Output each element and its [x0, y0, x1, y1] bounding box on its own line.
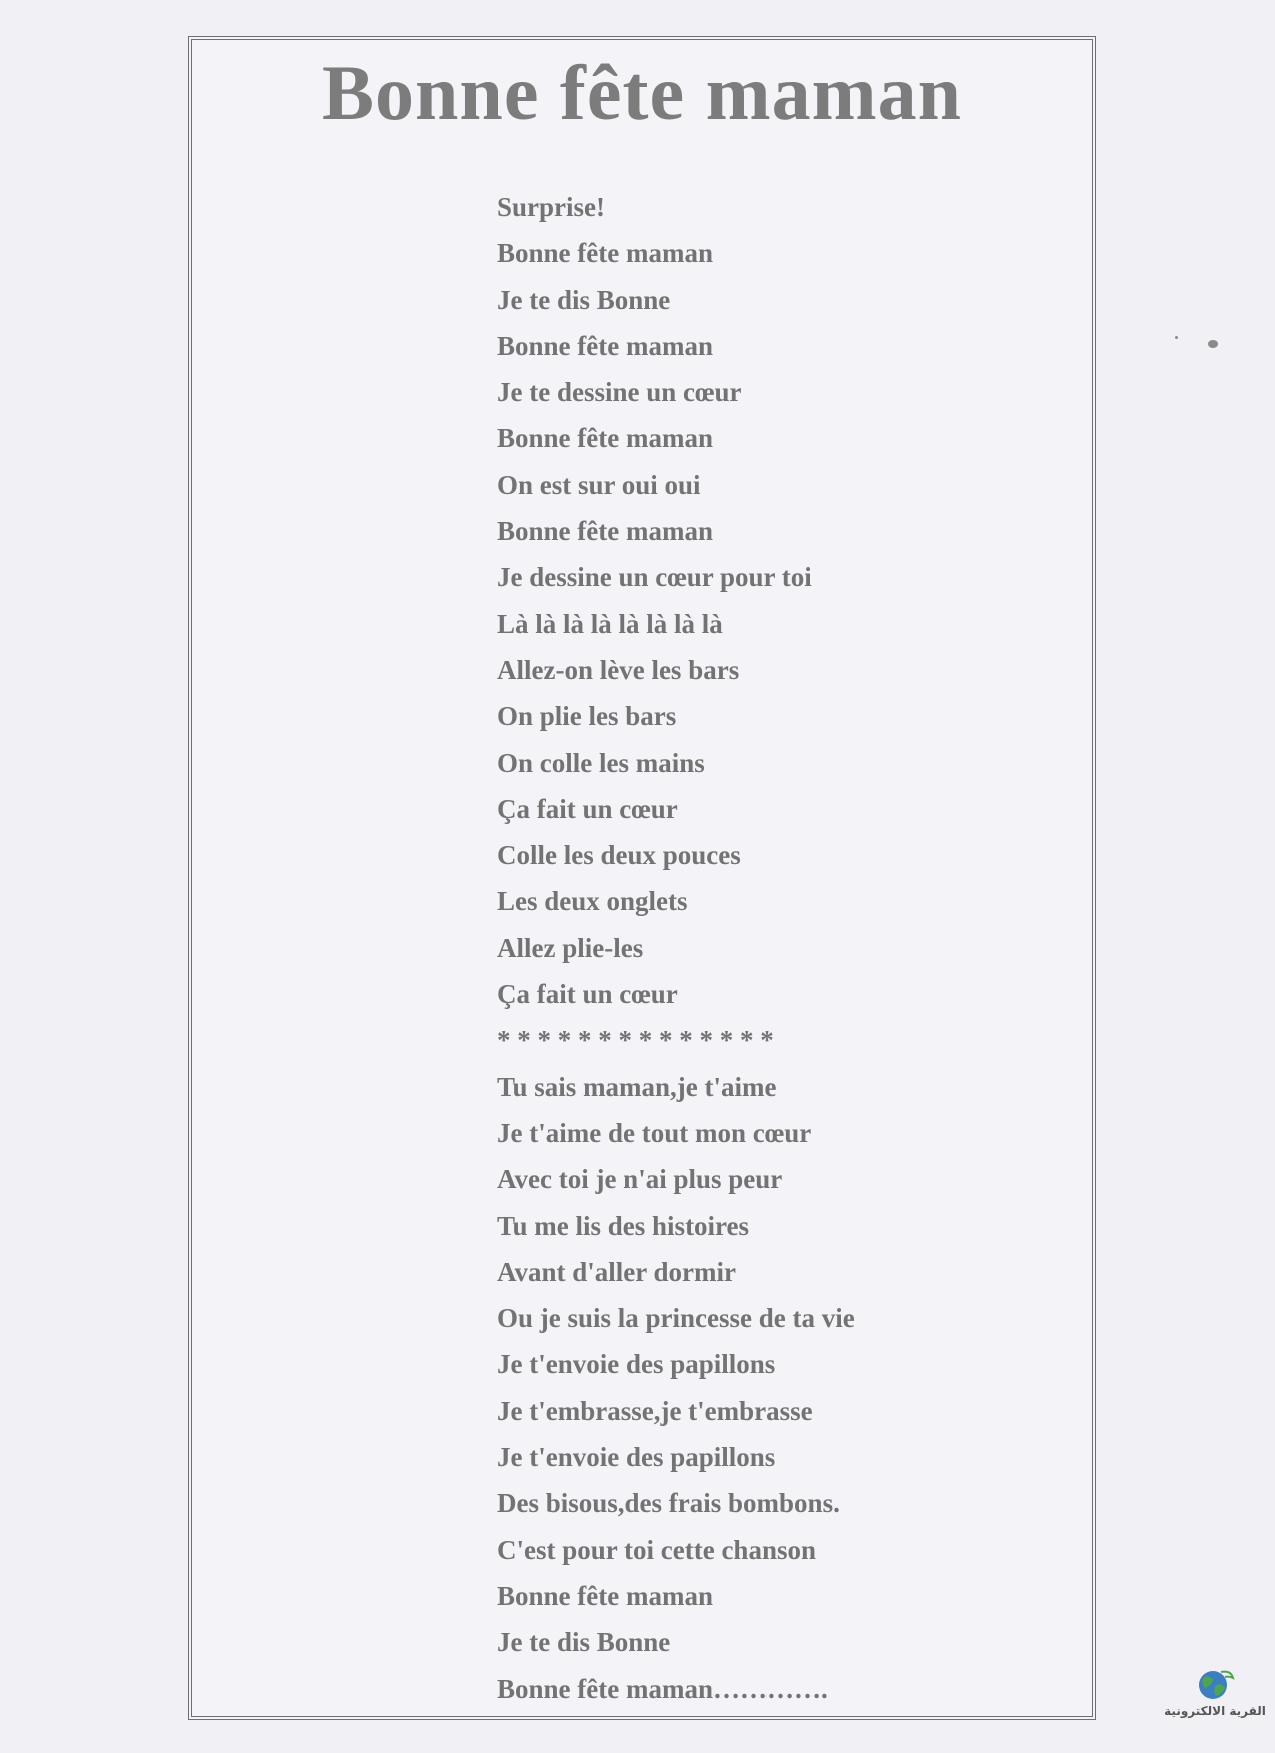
- page-title: Bonne fête maman: [322, 49, 962, 136]
- globe-icon: [1195, 1668, 1235, 1702]
- separator-stars: * * * * * * * * * * * * * *: [497, 1025, 774, 1056]
- lyric-line: On colle les mains: [497, 747, 705, 778]
- lyric-line: Je dessine un cœur pour toi: [497, 562, 812, 593]
- lyric-line: Allez-on lève les bars: [497, 654, 740, 685]
- lyric-line: Tu sais maman,je t'aime: [497, 1071, 777, 1102]
- lyric-line: C'est pour toi cette chanson: [497, 1534, 816, 1565]
- lyric-line: On plie les bars: [497, 701, 677, 732]
- lyric-line: Des bisous,des frais bombons.: [497, 1488, 840, 1519]
- lyric-line: Colle les deux pouces: [497, 840, 741, 871]
- lyric-line: Je t'envoie des papillons: [497, 1349, 776, 1380]
- scan-speck: [1208, 340, 1218, 348]
- lyric-line: Bonne fête maman: [497, 238, 713, 269]
- lyric-line: On est sur oui oui: [497, 469, 701, 500]
- lyric-line: Avant d'aller dormir: [497, 1256, 736, 1287]
- lyric-line: Tu me lis des histoires: [497, 1210, 750, 1241]
- lyric-line: Je t'embrasse,je t'embrasse: [497, 1395, 813, 1426]
- lyric-line: Allez plie-les: [497, 932, 644, 963]
- lyric-line: Bonne fête maman………….: [497, 1673, 828, 1704]
- lyric-line: Je t'envoie des papillons: [497, 1442, 776, 1473]
- lyric-line: Bonne fête maman: [497, 516, 713, 547]
- lyrics-list: [497, 184, 855, 1712]
- lyric-line: Bonne fête maman: [497, 1580, 713, 1611]
- lyric-line: Surprise!: [497, 192, 605, 222]
- lyric-line: Les deux onglets: [497, 886, 688, 917]
- scan-speck: [1175, 336, 1178, 339]
- lyric-line: Ou je suis la princesse de ta vie: [497, 1303, 855, 1334]
- lyric-line: Je te dessine un cœur: [497, 377, 742, 408]
- lyric-line: Je te dis Bonne: [497, 284, 671, 315]
- site-watermark: [1160, 1668, 1270, 1718]
- lyric-line: Là là là là là là là là: [497, 608, 723, 639]
- lyric-line: Je te dis Bonne: [497, 1627, 671, 1658]
- lyric-line: Bonne fête maman: [497, 330, 713, 361]
- lyric-line: Avec toi je n'ai plus peur: [497, 1164, 783, 1195]
- lyric-line: Ça fait un cœur: [497, 793, 678, 824]
- lyric-line: Bonne fête maman: [497, 423, 713, 454]
- lyric-line: Ça fait un cœur: [497, 979, 678, 1010]
- watermark-text: القرية الالكترونية: [1164, 1704, 1266, 1718]
- lyric-line: Je t'aime de tout mon cœur: [497, 1117, 812, 1148]
